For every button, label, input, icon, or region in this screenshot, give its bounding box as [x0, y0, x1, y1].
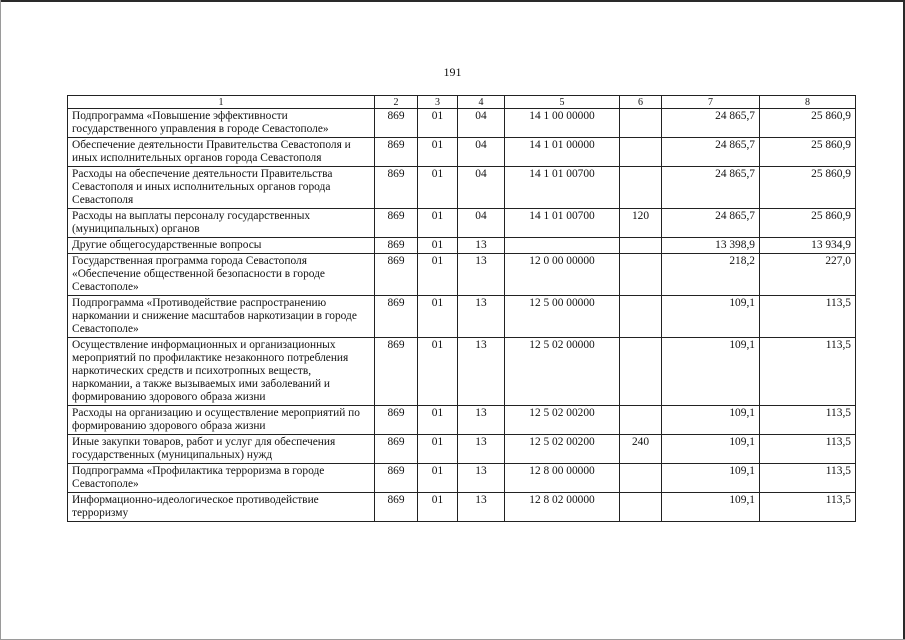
row-subsection-cell: 13 [458, 435, 505, 464]
row-amount-year1-cell: 109,1 [662, 493, 760, 522]
row-target-article-cell: 12 5 02 00200 [505, 406, 620, 435]
row-grbs-cell: 869 [375, 338, 418, 406]
column-number: 8 [760, 96, 856, 109]
row-grbs-cell: 869 [375, 435, 418, 464]
row-target-article-cell: 12 5 02 00000 [505, 338, 620, 406]
row-subsection-cell: 04 [458, 167, 505, 209]
row-target-article-cell: 12 5 02 00200 [505, 435, 620, 464]
row-grbs-cell: 869 [375, 209, 418, 238]
row-name-cell: Осуществление информационных и организационных мероприятий по профилактике незаконного потребления наркотических средств и психотропных веществ, наркомании, а также вызываемых ими заболеваний и формированию здорового образа жизни [68, 338, 375, 406]
scan-border-top [0, 0, 905, 2]
row-expense-type-cell [620, 493, 662, 522]
row-name-cell: Обеспечение деятельности Правительства Севастополя и иных исполнительных органов города Севастополя [68, 138, 375, 167]
row-amount-year2-cell: 113,5 [760, 435, 856, 464]
row-amount-year2-cell: 113,5 [760, 493, 856, 522]
row-grbs-cell: 869 [375, 109, 418, 138]
row-subsection-cell: 13 [458, 254, 505, 296]
row-section-cell: 01 [418, 296, 458, 338]
row-amount-year2-cell: 113,5 [760, 296, 856, 338]
row-subsection-cell: 04 [458, 109, 505, 138]
row-amount-year1-cell: 109,1 [662, 338, 760, 406]
row-section-cell: 01 [418, 338, 458, 406]
row-subsection-cell: 13 [458, 296, 505, 338]
column-number: 7 [662, 96, 760, 109]
row-name-cell: Расходы на обеспечение деятельности Правительства Севастополя и иных исполнительных органов города Севастополя [68, 167, 375, 209]
row-section-cell: 01 [418, 464, 458, 493]
table-row [68, 254, 856, 296]
row-target-article-cell: 12 5 00 00000 [505, 296, 620, 338]
row-section-cell: 01 [418, 406, 458, 435]
row-expense-type-cell: 120 [620, 209, 662, 238]
row-grbs-cell: 869 [375, 406, 418, 435]
row-section-cell: 01 [418, 435, 458, 464]
row-subsection-cell: 13 [458, 238, 505, 254]
table-row [68, 167, 856, 209]
table-row [68, 493, 856, 522]
table-row [68, 238, 856, 254]
row-target-article-cell: 12 0 00 00000 [505, 254, 620, 296]
row-expense-type-cell [620, 464, 662, 493]
column-number: 2 [375, 96, 418, 109]
page-number: 191 [443, 65, 462, 79]
row-expense-type-cell [620, 167, 662, 209]
row-grbs-cell: 869 [375, 238, 418, 254]
row-target-article-cell: 14 1 00 00000 [505, 109, 620, 138]
row-amount-year1-cell: 109,1 [662, 406, 760, 435]
column-number-row [68, 96, 856, 109]
table-row [68, 338, 856, 406]
table-row [68, 138, 856, 167]
row-amount-year2-cell: 13 934,9 [760, 238, 856, 254]
column-number: 1 [68, 96, 375, 109]
row-name-cell: Подпрограмма «Противодействие распространению наркомании и снижение масштабов наркотизации в городе Севастополе» [68, 296, 375, 338]
row-subsection-cell: 13 [458, 464, 505, 493]
table-row [68, 209, 856, 238]
row-section-cell: 01 [418, 254, 458, 296]
table-row [68, 406, 856, 435]
row-name-cell: Государственная программа города Севастополя «Обеспечение общественной безопасности в городе Севастополе» [68, 254, 375, 296]
row-amount-year2-cell: 227,0 [760, 254, 856, 296]
row-name-cell: Подпрограмма «Повышение эффективности государственного управления в городе Севастополе» [68, 109, 375, 138]
row-expense-type-cell [620, 238, 662, 254]
table-row [68, 109, 856, 138]
row-subsection-cell: 04 [458, 138, 505, 167]
row-amount-year1-cell: 218,2 [662, 254, 760, 296]
row-grbs-cell: 869 [375, 138, 418, 167]
table-row [68, 296, 856, 338]
row-expense-type-cell [620, 109, 662, 138]
row-target-article-cell: 12 8 02 00000 [505, 493, 620, 522]
row-section-cell: 01 [418, 493, 458, 522]
column-number: 4 [458, 96, 505, 109]
row-amount-year1-cell: 13 398,9 [662, 238, 760, 254]
row-amount-year2-cell: 113,5 [760, 464, 856, 493]
row-target-article-cell [505, 238, 620, 254]
row-expense-type-cell [620, 138, 662, 167]
row-amount-year2-cell: 25 860,9 [760, 167, 856, 209]
budget-table [67, 95, 856, 522]
row-target-article-cell: 14 1 01 00700 [505, 167, 620, 209]
row-amount-year1-cell: 24 865,7 [662, 209, 760, 238]
row-name-cell: Иные закупки товаров, работ и услуг для обеспечения государственных (муниципальных) нужд [68, 435, 375, 464]
row-expense-type-cell [620, 406, 662, 435]
row-section-cell: 01 [418, 167, 458, 209]
row-amount-year2-cell: 113,5 [760, 406, 856, 435]
row-expense-type-cell: 240 [620, 435, 662, 464]
row-expense-type-cell [620, 296, 662, 338]
row-grbs-cell: 869 [375, 296, 418, 338]
column-number: 3 [418, 96, 458, 109]
row-subsection-cell: 13 [458, 338, 505, 406]
row-amount-year2-cell: 113,5 [760, 338, 856, 406]
row-subsection-cell: 13 [458, 493, 505, 522]
row-target-article-cell: 12 8 00 00000 [505, 464, 620, 493]
row-amount-year1-cell: 24 865,7 [662, 109, 760, 138]
row-target-article-cell: 14 1 01 00700 [505, 209, 620, 238]
row-amount-year1-cell: 109,1 [662, 296, 760, 338]
row-name-cell: Подпрограмма «Профилактика терроризма в городе Севастополе» [68, 464, 375, 493]
row-target-article-cell: 14 1 01 00000 [505, 138, 620, 167]
table-row [68, 464, 856, 493]
row-subsection-cell: 13 [458, 406, 505, 435]
row-grbs-cell: 869 [375, 464, 418, 493]
row-amount-year1-cell: 24 865,7 [662, 167, 760, 209]
row-amount-year1-cell: 109,1 [662, 464, 760, 493]
row-section-cell: 01 [418, 138, 458, 167]
row-section-cell: 01 [418, 109, 458, 138]
column-number: 5 [505, 96, 620, 109]
row-grbs-cell: 869 [375, 254, 418, 296]
row-grbs-cell: 869 [375, 493, 418, 522]
row-amount-year2-cell: 25 860,9 [760, 138, 856, 167]
row-name-cell: Расходы на организацию и осуществление мероприятий по формированию здорового образа жизни [68, 406, 375, 435]
scan-border-left [0, 0, 1, 640]
row-name-cell: Расходы на выплаты персоналу государственных (муниципальных) органов [68, 209, 375, 238]
row-amount-year1-cell: 109,1 [662, 435, 760, 464]
row-name-cell: Информационно-идеологическое противодействие терроризму [68, 493, 375, 522]
row-expense-type-cell [620, 254, 662, 296]
row-grbs-cell: 869 [375, 167, 418, 209]
row-section-cell: 01 [418, 209, 458, 238]
row-amount-year1-cell: 24 865,7 [662, 138, 760, 167]
row-amount-year2-cell: 25 860,9 [760, 209, 856, 238]
column-number: 6 [620, 96, 662, 109]
table-body [68, 96, 856, 522]
row-expense-type-cell [620, 338, 662, 406]
row-subsection-cell: 04 [458, 209, 505, 238]
row-name-cell: Другие общегосударственные вопросы [68, 238, 375, 254]
table-row [68, 435, 856, 464]
row-amount-year2-cell: 25 860,9 [760, 109, 856, 138]
row-section-cell: 01 [418, 238, 458, 254]
